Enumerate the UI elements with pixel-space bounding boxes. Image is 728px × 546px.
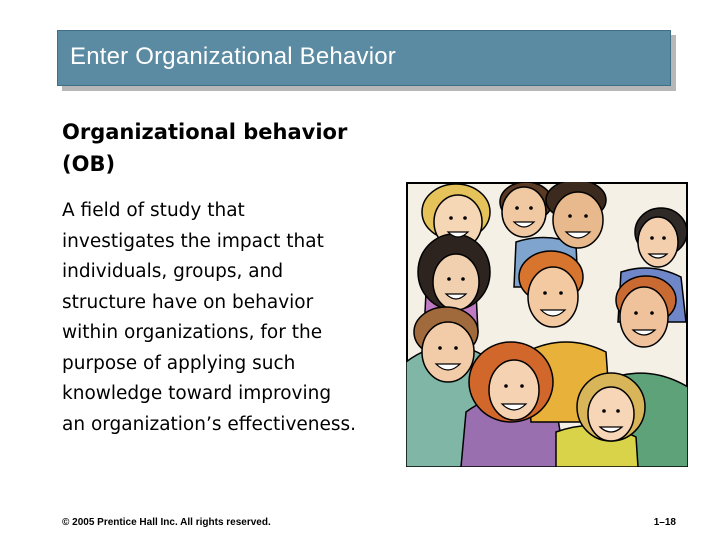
copyright-notice: © 2005 Prentice Hall Inc. All rights reserved. [62,517,271,528]
body-line: an organization’s effectiveness. [62,413,357,435]
body-line: A field of study that [62,200,245,221]
definition-body [62,196,407,440]
group-of-people-illustration [406,182,688,467]
body-line: investigates the impact that [62,230,324,252]
slide-title: Enter Organizational Behavior [70,43,396,70]
body-line: structure have on behavior [62,291,314,313]
body-line: within organizations, for the [62,322,323,343]
body-line: individuals, groups, and [62,261,284,282]
body-line: knowledge toward improving [62,383,332,404]
page-number: 1–18 [653,517,676,528]
title-bar [57,30,671,86]
body-line: purpose of applying such [62,352,296,374]
heading-line-2: (OB) [62,152,116,176]
heading-line-1: Organizational behavior [62,120,348,144]
definition-heading [62,116,402,180]
